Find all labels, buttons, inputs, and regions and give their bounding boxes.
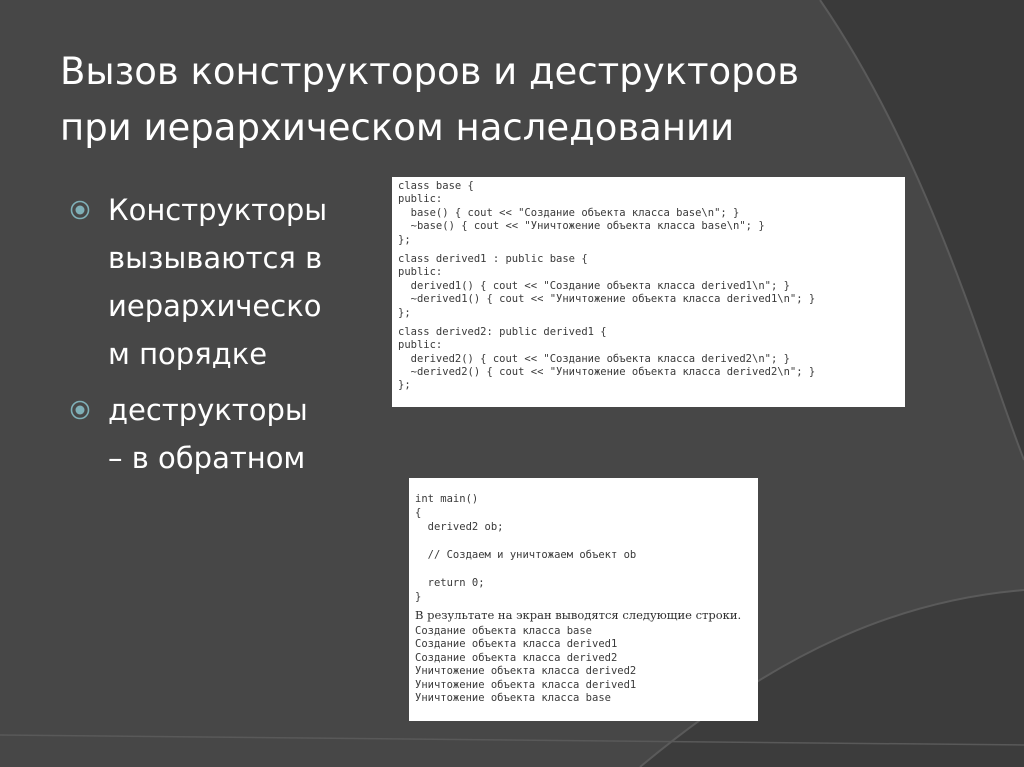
- code-line: public:: [398, 193, 443, 206]
- title-line: Вызов конструкторов и деструкторов: [60, 50, 800, 93]
- output-line: Уничтожение объекта класса derived1: [415, 678, 637, 691]
- bullet-text: Конструкторы: [108, 193, 328, 227]
- bullet-item: [70, 386, 370, 482]
- circle-bullet-icon: [70, 400, 90, 420]
- code-line: }: [415, 591, 422, 603]
- code-line: class base {: [398, 180, 474, 192]
- circle-bullet-icon: [70, 200, 90, 220]
- code-line: };: [398, 233, 411, 246]
- output-line: Уничтожение объекта класса base: [415, 691, 611, 704]
- code-line: class derived1 : public base {: [398, 252, 588, 265]
- bullet-text: м порядке: [108, 337, 268, 371]
- code-line: derived2() { cout << "Создание объекта класса derived2\n"; }: [398, 352, 790, 365]
- bullet-text: – в обратном: [108, 441, 306, 475]
- code-line: };: [398, 379, 411, 392]
- code-line: public:: [398, 339, 443, 352]
- code-line: return 0;: [415, 577, 485, 589]
- code-line: };: [398, 306, 411, 319]
- output-line: Создание объекта класса base: [415, 625, 593, 637]
- code-line: [415, 534, 752, 548]
- output-caption: В результате на экран выводятся следующие строки.: [415, 608, 742, 622]
- bullet-text: деструкторы: [108, 393, 308, 427]
- code-line: // Создаем и уничтожаем объект ob: [415, 549, 637, 561]
- code-line: ~derived1() { cout << "Уничтожение объекта класса derived1\n"; }: [398, 293, 816, 306]
- code-line: public:: [398, 266, 443, 279]
- bullet-list: [70, 186, 370, 482]
- slide-title: [60, 44, 960, 156]
- output-line: Создание объекта класса derived1: [415, 638, 618, 651]
- main-function-code: [409, 478, 758, 721]
- output-line: Уничтожение объекта класса derived2: [415, 665, 637, 678]
- code-line: [415, 562, 752, 576]
- output-line: Создание объекта класса derived2: [415, 651, 618, 664]
- bullet-text: вызываются в: [108, 241, 323, 275]
- code-line: class derived2: public derived1 {: [398, 325, 607, 338]
- code-line: derived2 ob;: [415, 521, 504, 533]
- title-line: при иерархическом наследовании: [60, 106, 735, 149]
- code-line: derived1() { cout << "Создание объекта класса derived1\n"; }: [398, 279, 790, 292]
- code-line: ~derived2() { cout << "Уничтожение объекта класса derived2\n"; }: [398, 366, 816, 379]
- class-hierarchy-code: [392, 177, 905, 407]
- code-line: int main(): [415, 493, 479, 505]
- code-line: base() { cout << "Создание объекта класса base\n"; }: [398, 206, 740, 219]
- code-line: ~base() { cout << "Уничтожение объекта класса base\n"; }: [398, 220, 765, 233]
- code-line: {: [415, 507, 422, 519]
- bullet-text: иерархическо: [108, 289, 322, 323]
- bullet-item: [70, 186, 370, 378]
